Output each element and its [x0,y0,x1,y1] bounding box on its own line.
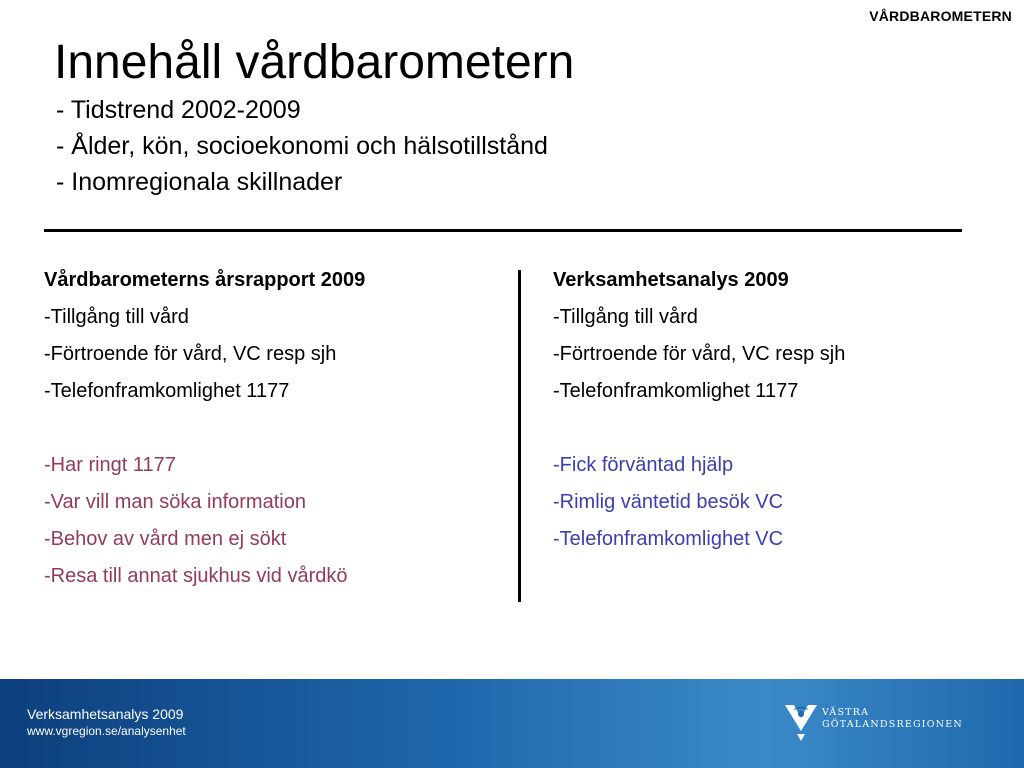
subtitle-1: - Tidstrend 2002-2009 [56,96,301,124]
footer-title: Verksamhetsanalys 2009 [27,706,184,722]
list-item: -Förtroende för vård, VC resp sjh [44,343,337,365]
highlight-list-item: -Resa till annat sjukhus vid vårdkö [44,565,348,587]
column-divider [518,270,521,602]
logo-text-line1: VÄSTRA [822,707,870,718]
highlight-list-item: -Telefonframkomlighet VC [553,528,784,550]
highlight-list-item: -Var vill man söka information [44,491,306,513]
list-spacer [553,410,993,447]
highlight-list-item: -Fick förväntad hjälp [553,454,734,476]
subtitle-2: - Ålder, kön, socioekonomi och hälsotillstånd [56,132,548,160]
highlight-list-item: -Har ringt 1177 [44,454,176,476]
subtitle-3: - Inomregionala skillnader [56,168,343,196]
list-item: -Förtroende för vård, VC resp sjh [553,343,846,365]
right-column [553,262,993,558]
logo-text-line2: GÖTALANDSREGIONEN [822,719,963,730]
logo-mark-icon [782,701,820,743]
vastra-gotalandsregionen-logo [782,701,982,745]
title-divider [44,229,962,232]
list-spacer [44,410,484,447]
list-item: -Telefonframkomlighet 1177 [44,380,290,402]
list-item: -Tillgång till vård [44,306,189,328]
header-tag: VÅRDBAROMETERN [869,8,1012,24]
right-column-heading: Verksamhetsanalys 2009 [553,269,789,291]
footer-text [27,705,186,739]
list-item: -Tillgång till vård [553,306,698,328]
page-title: Innehåll vårdbarometern [54,36,575,89]
title-block [54,34,954,200]
logo-text [822,707,963,731]
list-item: -Telefonframkomlighet 1177 [553,380,799,402]
left-column [44,262,484,595]
left-column-heading: Vårdbarometerns årsrapport 2009 [44,269,366,291]
footer-url: www.vgregion.se/analysenhet [27,724,186,738]
highlight-list-item: -Rimlig väntetid besök VC [553,491,784,513]
footer-bar [0,679,1024,768]
highlight-list-item: -Behov av vård men ej sökt [44,528,287,550]
